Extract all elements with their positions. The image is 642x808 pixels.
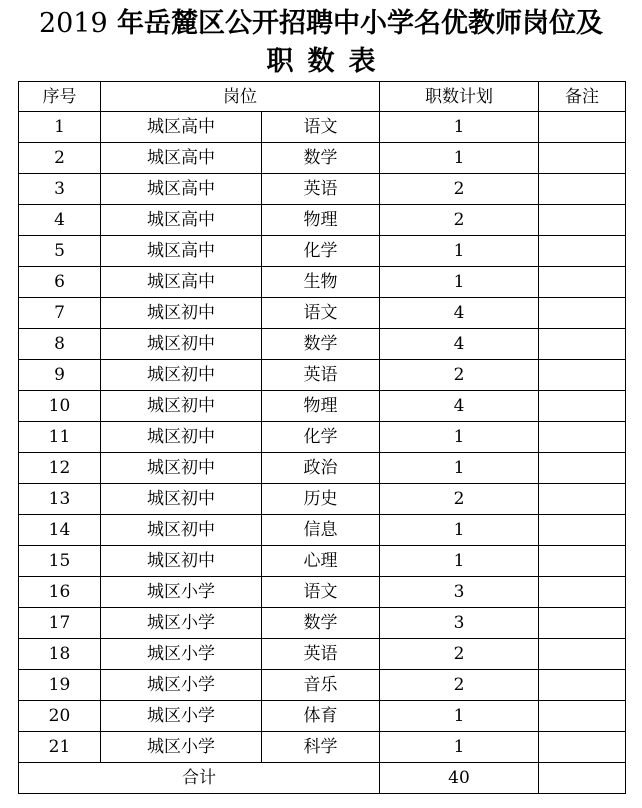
cell-subject: 英语 — [262, 639, 380, 670]
cell-remarks — [539, 732, 626, 763]
cell-subject: 历史 — [262, 484, 380, 515]
table-row — [19, 329, 626, 360]
cell-level: 城区高中 — [101, 112, 262, 143]
cell-subject: 物理 — [262, 205, 380, 236]
total-remarks — [539, 763, 626, 794]
cell-count: 1 — [380, 701, 539, 732]
cell-index: 17 — [19, 608, 101, 639]
cell-remarks — [539, 143, 626, 174]
table-row — [19, 112, 626, 143]
cell-remarks — [539, 453, 626, 484]
cell-remarks — [539, 608, 626, 639]
cell-level: 城区高中 — [101, 236, 262, 267]
cell-index: 3 — [19, 174, 101, 205]
cell-subject: 化学 — [262, 236, 380, 267]
cell-level: 城区小学 — [101, 701, 262, 732]
cell-index: 19 — [19, 670, 101, 701]
cell-index: 18 — [19, 639, 101, 670]
cell-level: 城区高中 — [101, 267, 262, 298]
cell-subject: 科学 — [262, 732, 380, 763]
table-row — [19, 143, 626, 174]
title-year: 2019 — [38, 8, 108, 39]
cell-index: 9 — [19, 360, 101, 391]
table-row — [19, 422, 626, 453]
cell-subject: 英语 — [262, 360, 380, 391]
header-position: 岗位 — [101, 82, 380, 112]
cell-subject: 数学 — [262, 608, 380, 639]
cell-count: 2 — [380, 639, 539, 670]
cell-subject: 数学 — [262, 143, 380, 174]
cell-level: 城区小学 — [101, 732, 262, 763]
cell-index: 5 — [19, 236, 101, 267]
cell-count: 4 — [380, 298, 539, 329]
cell-index: 10 — [19, 391, 101, 422]
cell-level: 城区初中 — [101, 546, 262, 577]
cell-remarks — [539, 174, 626, 205]
cell-index: 11 — [19, 422, 101, 453]
header-count: 职数计划 — [380, 82, 539, 112]
cell-count: 1 — [380, 143, 539, 174]
cell-count: 1 — [380, 732, 539, 763]
cell-count: 2 — [380, 670, 539, 701]
cell-level: 城区高中 — [101, 174, 262, 205]
cell-subject: 体育 — [262, 701, 380, 732]
cell-count: 2 — [380, 174, 539, 205]
cell-subject: 信息 — [262, 515, 380, 546]
table-row — [19, 577, 626, 608]
table-row — [19, 732, 626, 763]
cell-subject: 语文 — [262, 577, 380, 608]
cell-remarks — [539, 639, 626, 670]
table-header-row — [19, 82, 626, 112]
cell-subject: 政治 — [262, 453, 380, 484]
title-line1-text: 年岳麓区公开招聘中小学名优教师岗位及 — [107, 8, 604, 39]
document-title-line1 — [0, 5, 642, 43]
table-row — [19, 484, 626, 515]
cell-remarks — [539, 391, 626, 422]
cell-remarks — [539, 360, 626, 391]
table-row — [19, 298, 626, 329]
cell-level: 城区初中 — [101, 484, 262, 515]
cell-count: 2 — [380, 484, 539, 515]
cell-subject: 心理 — [262, 546, 380, 577]
cell-level: 城区小学 — [101, 577, 262, 608]
table-row — [19, 453, 626, 484]
cell-remarks — [539, 577, 626, 608]
table-row — [19, 546, 626, 577]
cell-index: 16 — [19, 577, 101, 608]
cell-index: 14 — [19, 515, 101, 546]
cell-count: 1 — [380, 453, 539, 484]
cell-index: 6 — [19, 267, 101, 298]
cell-remarks — [539, 422, 626, 453]
cell-count: 1 — [380, 236, 539, 267]
cell-remarks — [539, 484, 626, 515]
header-remarks: 备注 — [539, 82, 626, 112]
header-index: 序号 — [19, 82, 101, 112]
cell-level: 城区初中 — [101, 329, 262, 360]
cell-count: 4 — [380, 329, 539, 360]
cell-level: 城区高中 — [101, 205, 262, 236]
cell-subject: 语文 — [262, 112, 380, 143]
cell-count: 3 — [380, 577, 539, 608]
table-row — [19, 608, 626, 639]
cell-level: 城区小学 — [101, 639, 262, 670]
cell-level: 城区初中 — [101, 422, 262, 453]
cell-level: 城区小学 — [101, 670, 262, 701]
table-row — [19, 701, 626, 732]
cell-subject: 物理 — [262, 391, 380, 422]
cell-count: 3 — [380, 608, 539, 639]
cell-level: 城区初中 — [101, 298, 262, 329]
cell-level: 城区初中 — [101, 453, 262, 484]
cell-index: 4 — [19, 205, 101, 236]
document-title-line2: 职数表 — [266, 46, 390, 77]
cell-index: 20 — [19, 701, 101, 732]
cell-remarks — [539, 670, 626, 701]
cell-subject: 音乐 — [262, 670, 380, 701]
cell-index: 12 — [19, 453, 101, 484]
cell-remarks — [539, 205, 626, 236]
cell-remarks — [539, 515, 626, 546]
cell-remarks — [539, 298, 626, 329]
total-label: 合计 — [19, 763, 380, 794]
cell-count: 2 — [380, 205, 539, 236]
table-row — [19, 174, 626, 205]
table-row — [19, 639, 626, 670]
cell-level: 城区初中 — [101, 360, 262, 391]
table-row — [19, 391, 626, 422]
cell-count: 1 — [380, 267, 539, 298]
cell-index: 15 — [19, 546, 101, 577]
cell-remarks — [539, 112, 626, 143]
cell-level: 城区初中 — [101, 391, 262, 422]
cell-subject: 数学 — [262, 329, 380, 360]
cell-remarks — [539, 329, 626, 360]
cell-index: 13 — [19, 484, 101, 515]
table-row — [19, 670, 626, 701]
cell-remarks — [539, 267, 626, 298]
cell-index: 2 — [19, 143, 101, 174]
cell-subject: 化学 — [262, 422, 380, 453]
table-row — [19, 360, 626, 391]
table-row — [19, 267, 626, 298]
total-count: 40 — [380, 763, 539, 794]
job-positions-table — [18, 81, 626, 794]
table-total-row — [19, 763, 626, 794]
cell-index: 1 — [19, 112, 101, 143]
cell-index: 21 — [19, 732, 101, 763]
cell-remarks — [539, 546, 626, 577]
cell-index: 8 — [19, 329, 101, 360]
cell-index: 7 — [19, 298, 101, 329]
table-row — [19, 236, 626, 267]
cell-level: 城区小学 — [101, 608, 262, 639]
cell-subject: 英语 — [262, 174, 380, 205]
cell-count: 1 — [380, 422, 539, 453]
cell-count: 1 — [380, 546, 539, 577]
cell-remarks — [539, 236, 626, 267]
cell-count: 1 — [380, 112, 539, 143]
cell-remarks — [539, 701, 626, 732]
cell-count: 1 — [380, 515, 539, 546]
table-row — [19, 515, 626, 546]
cell-count: 4 — [380, 391, 539, 422]
cell-level: 城区高中 — [101, 143, 262, 174]
table-row — [19, 205, 626, 236]
cell-level: 城区初中 — [101, 515, 262, 546]
table-body — [19, 112, 626, 763]
cell-subject: 生物 — [262, 267, 380, 298]
cell-subject: 语文 — [262, 298, 380, 329]
cell-count: 2 — [380, 360, 539, 391]
